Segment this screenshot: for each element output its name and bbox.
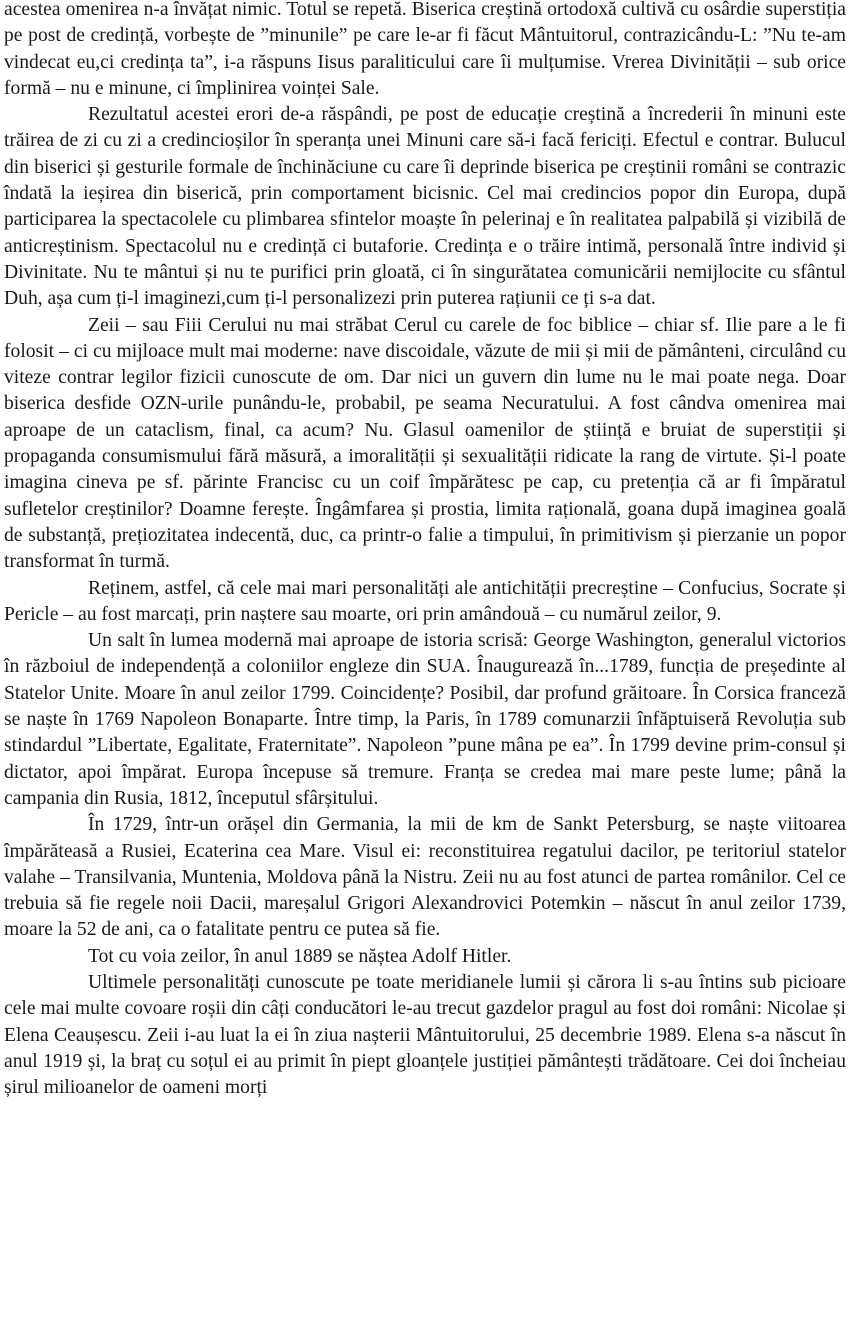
- paragraph-sons-of-heaven: Zeii – sau Fiii Cerului nu mai străbat Cerul cu carele de foc biblice – chiar sf. Ilie pare a le fi folosit – ci cu mijloace mult mai moderne: nave discoidale, văzute de mii și mii de pământeni, circulând cu viteze contrar legilor fizicii cunoscute de om. Dar nici un guvern din lume nu le mai poate nega. Doar biserica desfide OZN-urile punându-le, probabil, pe seama Necuratului. A fost cândva omenirea mai aproape de un cataclism, final, ca acum? Nu. Glasul oamenilor de știință e bruiat de superstiții și propaganda consumismului fără măsură, a imoralității și sexualității ridicate la rang de virtute. Și-l poate imagina cineva pe sf. părinte Francisc cu un coif împărătesc pe cap, cu pretenția că ar fi împăratul sufletelor creștinilor? Doamne ferește. Îngâmfarea și prostia, limita rațională, goana după imaginea goală de substanță, prețiozitatea indecentă, duc, ca printr-o falie a timpului, în primitivism și pierzanie un popor transformat în turmă.: [4, 314, 846, 573]
- paragraph-catherine-the-great: În 1729, într-un orășel din Germania, la mii de km de Sankt Petersburg, se naște viitoarea împărăteasă a Rusiei, Ecaterina cea Mare. Visul ei: reconstituirea regatului dacilor, pe teritoriul statelor valahe – Transilvania, Muntenia, Moldova până la Nistru. Zeii nu au fost atunci de partea românilor. Cel ce trebuia să fie regele noii Dacii, mareșalul Grigori Alexandrovici Potemkin – născut în anul zeilor 1739, moare la 52 de ani, ca o fatalitate pentru ce putea să fie.: [4, 814, 846, 941]
- paragraph-hitler: Tot cu voia zeilor, în anul 1889 se năștea Adolf Hitler.: [88, 945, 512, 967]
- paragraph-continuation: acestea omenirea n-a învățat nimic. Totul se repetă. Biserica creștină ortodoxă cultivă cu osârdie superstiția pe post de credință, vorbește de ”minunile” pe care le-ar fi făcut Mântuitorul, contrazicându-L: ”Nu te-am vindecat eu,ci credința ta”, i-a răspuns Iisus paraliticului care îi mulțumise. Vrerea Divinității – sub orice formă – nu e minune, ci împlinirea voinței Sale.: [4, 0, 846, 99]
- paragraph-antiquity-personalities: Reținem, astfel, că cele mai mari personalități ale antichității precreștine – Confucius, Socrate și Pericle – au fost marcați, prin naștere sau moarte, ori prin amândouă – cu numărul zeilor, 9.: [4, 577, 846, 625]
- paragraph-modern-world: Un salt în lumea modernă mai aproape de istoria scrisă: George Washington, generalul victorios în războiul de independență a coloniilor engleze din SUA. Înaugurează în...1789, funcția de președinte al Statelor Unite. Moare în anul zeilor 1799. Coincidențe? Posibil, dar profund grăitoare. În Corsica franceză se naște în 1769 Napoleon Bonaparte. Între timp, la Paris, în 1789 comunarzii înfăptuiseră Revoluția sub stindardul ”Libertate, Egalitate, Fraternitate”. Napoleon ”pune mâna pe ea”. În 1799 devine prim-consul și dictator, apoi împărat. Europa începuse să tremure. Franța se credea mai mare peste lume; până la campania din Rusia, 1812, începutul sfârșitului.: [4, 630, 846, 809]
- paragraph-miracles-error: Rezultatul acestei erori de-a răspândi, pe post de educație creștină a încrederii în minuni este trăirea de zi cu zi a credincioșilor în speranța unei Minuni care să-i facă fericiți. Efectul e contrar. Bulucul din biserici și gesturile formale de închinăciune cu care îi deprinde biserica pe creștinii români se contrazic îndată la ieșirea din biserică, prin comportament bicisnic. Cel mai credincios popor din Europa, după participarea la spectacolele cu plimbarea sfintelor moaște în pelerinaj e în realitatea palpabilă și vizibilă de anticreștinism. Spectacolul nu e credință ci butaforie. Credința e o trăire intimă, personală între individ și Divinitate. Nu te mântui și nu te purifici prin gloată, ci în singurătatea comunicării nemijlocite cu sfântul Duh, așa cum ți-l imaginezi,cum ți-l personalizezi prin puterea rațiunii ce ți s-a dat.: [4, 104, 846, 310]
- paragraph-ceausescu: Ultimele personalități cunoscute pe toate meridianele lumii și cărora li s-au întins sub picioare cele mai multe covoare roșii din câți conducători le-au trecut gazdelor pragul au fost doi români: Nicolae și Elena Ceaușescu. Zeii i-au luat la ei în ziua nașterii Mântuitorului, 25 decembrie 1989. Elena s-a născut în anul 1919 și, la braț cu soțul ei au primit în piept gloanțele justiției pământești trădătoare. Cei doi încheiau șirul milioanelor de oameni morți: [4, 971, 846, 1099]
